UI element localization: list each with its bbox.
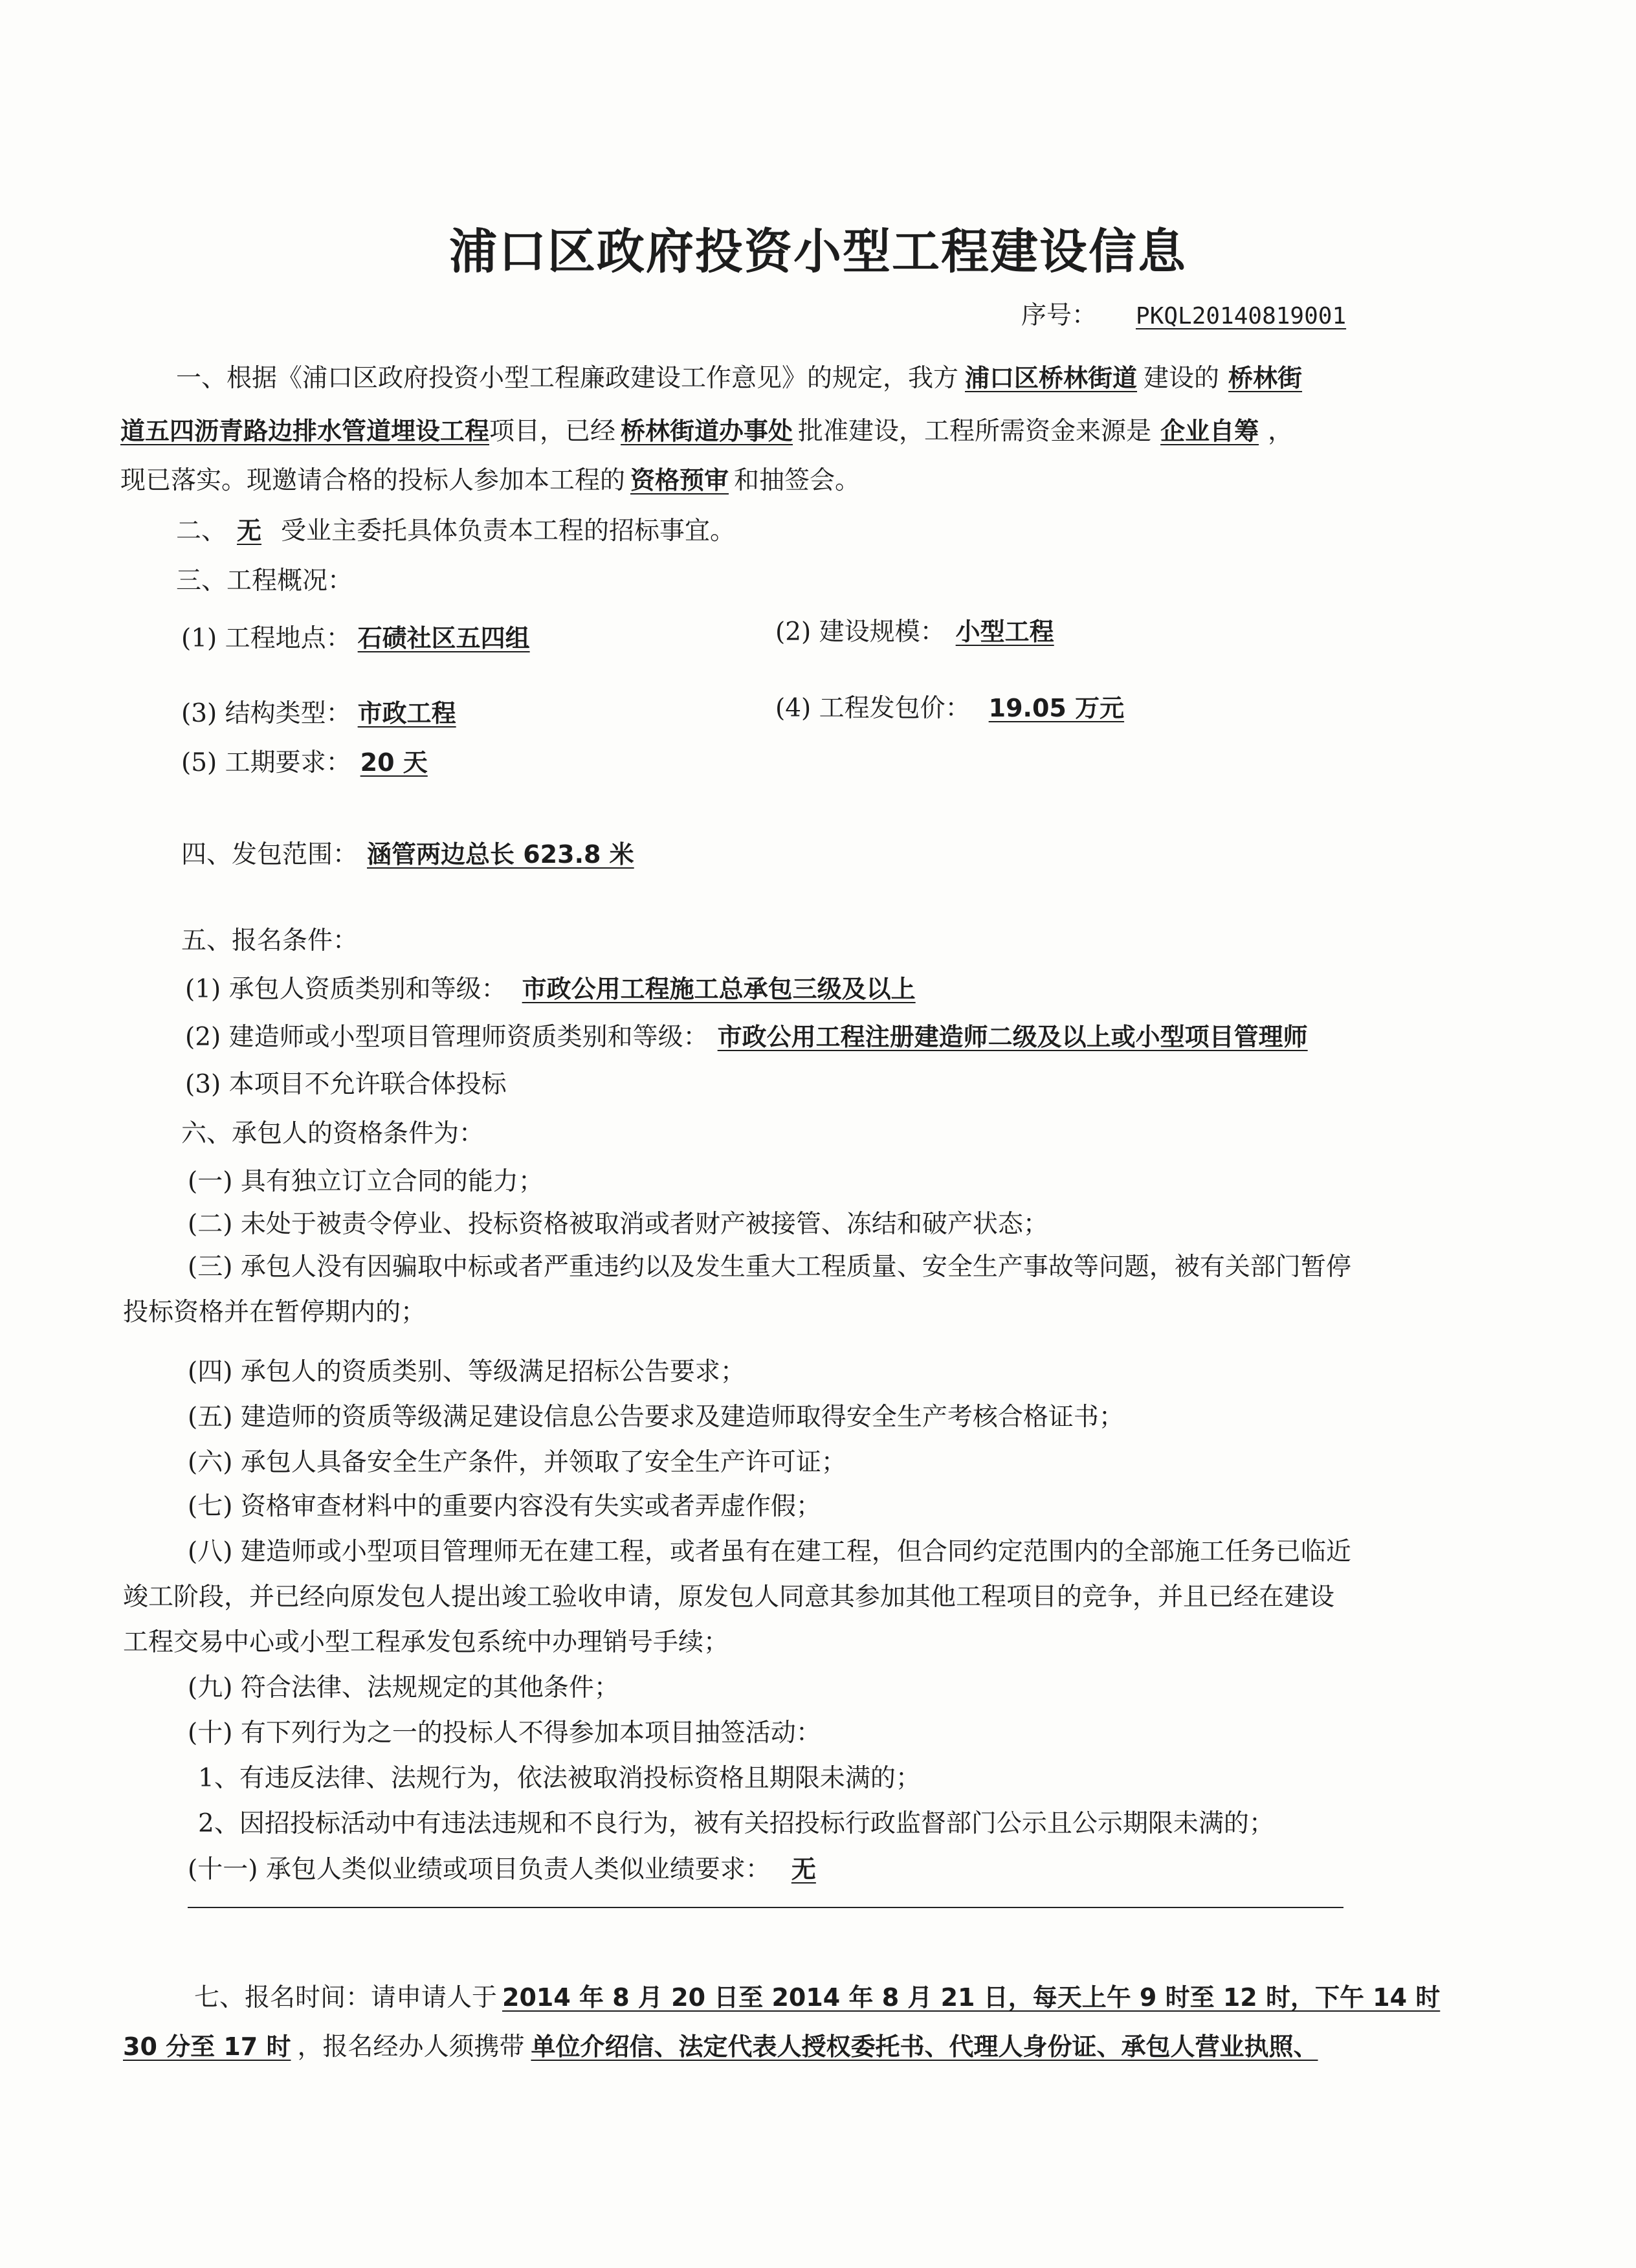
text: ， <box>1268 417 1294 446</box>
location-row <box>181 621 548 656</box>
label: (1) 承包人资质类别和等级： <box>185 975 507 1004</box>
approver-field: 桥林街道办事处 <box>621 417 793 445</box>
section-7-line-2 <box>123 2030 1318 2064</box>
label: (2) 建设规模： <box>775 617 945 647</box>
label: (4) 工程发包价： <box>775 694 971 723</box>
item-1: (一) 具有独立订立合同的能力； <box>188 1167 544 1196</box>
label: 四、发包范围： <box>181 840 359 869</box>
label: (十一) 承包人类似业绩或项目负责人类似业绩要求： <box>188 1855 771 1884</box>
text: 受业主委托具体负责本工程的招标事宜。 <box>281 517 736 546</box>
item-3-cont: 投标资格并在暂停期内的； <box>123 1298 426 1327</box>
funding-field: 企业自筹 <box>1160 417 1259 445</box>
text: 一、根据《浦口区政府投资小型工程廉政建设工作意见》的规定，我方 <box>176 364 959 393</box>
item-10: (十) 有下列行为之一的投标人不得参加本项目抽签活动： <box>188 1718 821 1748</box>
project-name-field: 桥林街 <box>1228 364 1303 392</box>
condition-2 <box>185 1020 1312 1054</box>
agent-field: 无 <box>237 517 262 545</box>
label: (3) 结构类型： <box>181 699 351 728</box>
section-1-line-2 <box>120 414 1293 449</box>
scope-field: 涵管两边总长 623.8 米 <box>367 840 634 869</box>
review-field: 资格预审 <box>630 466 729 495</box>
qualification-field: 市政公用工程施工总承包三级及以上 <box>522 975 916 1003</box>
price-row <box>775 691 1128 726</box>
section-3-heading: 三、工程概况： <box>176 566 353 595</box>
section-5-heading: 五、报名条件： <box>181 926 359 955</box>
label: (2) 建造师或小型项目管理师资质类别和等级： <box>185 1023 709 1052</box>
page-title: 浦口区政府投资小型工程建设信息 <box>449 224 1187 280</box>
item-10-2: 2、因招投标活动中有违法违规和不良行为，被有关招投标行政监督部门公示且公示期限未满的； <box>198 1809 1274 1838</box>
required-documents-field: 单位介绍信、法定代表人授权委托书、代理人身份证、承包人营业执照、 <box>531 2032 1318 2061</box>
serial-value: PKQL20140819001 <box>1136 303 1347 329</box>
text: 二、 <box>176 517 227 546</box>
text: ，报名经办人须携带 <box>297 2032 525 2062</box>
text: 现已落实。现邀请合格的投标人参加本工程的 <box>120 466 626 495</box>
scale-field: 小型工程 <box>955 617 1054 646</box>
location-field: 石碛社区五四组 <box>357 624 530 652</box>
item-8: (八) 建造师或小型项目管理师无在建工程，或者虽有在建工程，但合同约定范围内的全部施工任务已临近 <box>188 1537 1351 1566</box>
section-1-line-3 <box>120 463 860 498</box>
item-2: (二) 未处于被责令停业、投标资格被取消或者财产被接管、冻结和破产状态； <box>188 1210 1048 1239</box>
item-11 <box>188 1852 828 1887</box>
owner-field: 浦口区桥林街道 <box>965 364 1138 392</box>
serial-number <box>1021 299 1365 333</box>
period-row <box>181 746 443 780</box>
section-7-line-1 <box>194 1981 1440 2015</box>
period-field: 20 天 <box>360 748 428 777</box>
section-6-heading: 六、承包人的资格条件为： <box>181 1119 485 1148</box>
item-8-cont-2: 工程交易中心或小型工程承发包系统中办理销号手续； <box>123 1628 729 1657</box>
registration-time-field-cont: 30 分至 17 时 <box>123 2032 291 2061</box>
item-6: (六) 承包人具备安全生产条件，并领取了安全生产许可证； <box>188 1448 846 1477</box>
section-1-line-1 <box>176 361 1302 395</box>
condition-3: (3) 本项目不允许联合体投标 <box>185 1070 507 1099</box>
item-5: (五) 建造师的资质等级满足建设信息公告要求及建造师取得安全生产考核合格证书； <box>188 1403 1124 1432</box>
text: 七、报名时间：请申请人于 <box>194 1983 498 2012</box>
item-8-cont-1: 竣工阶段，并已经向原发包人提出竣工验收申请，原发包人同意其参加其他工程项目的竞争，并且已经在建设 <box>123 1583 1335 1612</box>
scale-row <box>775 615 1065 649</box>
text: 批准建设，工程所需资金来源是 <box>798 417 1152 446</box>
item-9: (九) 符合法律、法规规定的其他条件； <box>188 1673 619 1702</box>
text: 建设的 <box>1144 364 1220 393</box>
item-3: (三) 承包人没有因骗取中标或者严重违约以及发生重大工程质量、安全生产事故等问题，被有关部门暂停 <box>188 1252 1351 1282</box>
section-4 <box>181 838 647 872</box>
price-field: 19.05 万元 <box>988 694 1125 722</box>
item-7: (七) 资格审查材料中的重要内容没有失实或者弄虚作假； <box>188 1492 821 1521</box>
text: 和抽签会。 <box>734 466 861 495</box>
registration-time-field: 2014 年 8 月 20 日至 2014 年 8 月 21 日，每天上午 9 时至 12 时，下午 14 时 <box>502 1983 1441 2012</box>
section-2 <box>176 514 735 548</box>
structure-field: 市政工程 <box>357 699 456 728</box>
condition-1 <box>185 972 925 1006</box>
item-10-1: 1、有违反法律、法规行为，依法被取消投标资格且期限未满的； <box>198 1764 921 1793</box>
project-name-field-cont: 道五四沥青路边排水管道埋设工程 <box>120 417 490 445</box>
item-4: (四) 承包人的资质类别、等级满足招标公告要求； <box>188 1357 746 1386</box>
serial-label: 序号： <box>1021 301 1098 330</box>
separator-line <box>188 1907 1343 1908</box>
similar-performance-field: 无 <box>791 1855 816 1884</box>
label: (5) 工期要求： <box>181 748 351 777</box>
structure-row <box>181 696 469 731</box>
text: 项目，已经 <box>489 417 616 446</box>
builder-qualification-field: 市政公用工程注册建造师二级及以上或小型项目管理师 <box>717 1023 1308 1051</box>
label: (1) 工程地点： <box>181 624 351 653</box>
